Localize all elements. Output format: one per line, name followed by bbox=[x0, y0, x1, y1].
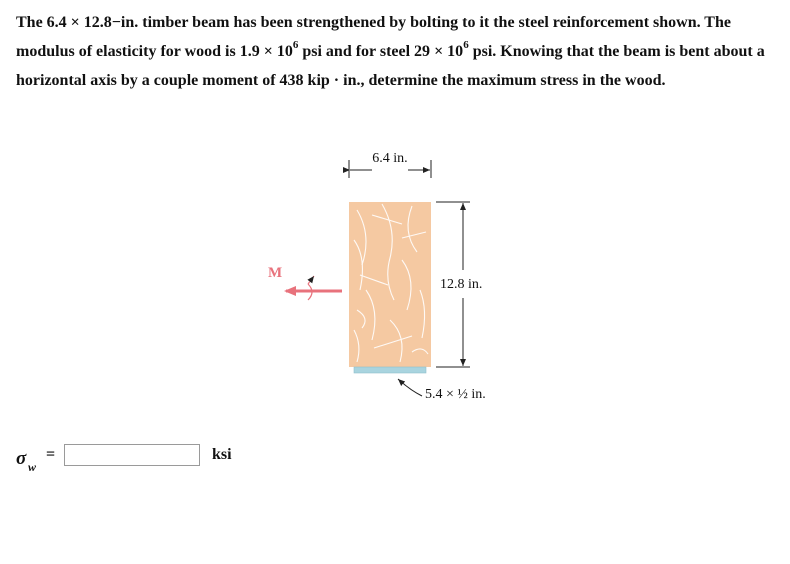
e-wood-value: 1.9 bbox=[239, 43, 260, 60]
sigma-subscript: w bbox=[28, 460, 37, 474]
exponent-1: 6 bbox=[292, 38, 299, 51]
unit-label: ksi bbox=[212, 446, 232, 463]
width-dimension bbox=[349, 151, 431, 178]
height-label: 12.8 in. bbox=[440, 277, 483, 292]
timber-section bbox=[349, 202, 431, 367]
problem-end: kip · in., determine the maximum stress in the wood. bbox=[303, 72, 666, 89]
answer-row bbox=[16, 442, 276, 472]
moment-label: M bbox=[268, 265, 283, 281]
beam-figure bbox=[262, 140, 522, 420]
exponent-2: 6 bbox=[463, 38, 469, 51]
moment-arrow bbox=[268, 265, 342, 300]
problem-statement bbox=[16, 8, 776, 95]
width-label: 6.4 in. bbox=[372, 151, 408, 166]
moment-value: 438 bbox=[279, 72, 304, 89]
times-ten-1: × 10 bbox=[259, 43, 293, 60]
height-dimension bbox=[436, 202, 482, 367]
steel-plate bbox=[354, 367, 426, 373]
problem-intro: The 6.4 × 12.8−in. timber beam has been strengthened by bolting to it the steel reinforcement shown. The modulus of elasticity for wood is bbox=[16, 14, 731, 60]
steel-text: psi and for steel 29 bbox=[298, 43, 431, 60]
sigma-symbol: σ bbox=[16, 448, 27, 469]
plate-dimension bbox=[398, 379, 486, 402]
times-ten-2: × 10 bbox=[430, 43, 464, 60]
beam-diagram bbox=[262, 140, 522, 420]
equals-sign: = bbox=[46, 446, 56, 463]
knowing-text: psi. Knowing that the beam is bent about a horizontal axis by a couple moment of bbox=[16, 43, 765, 89]
answer-input[interactable] bbox=[64, 444, 200, 466]
plate-label: 5.4 × ½ in. bbox=[425, 387, 486, 402]
